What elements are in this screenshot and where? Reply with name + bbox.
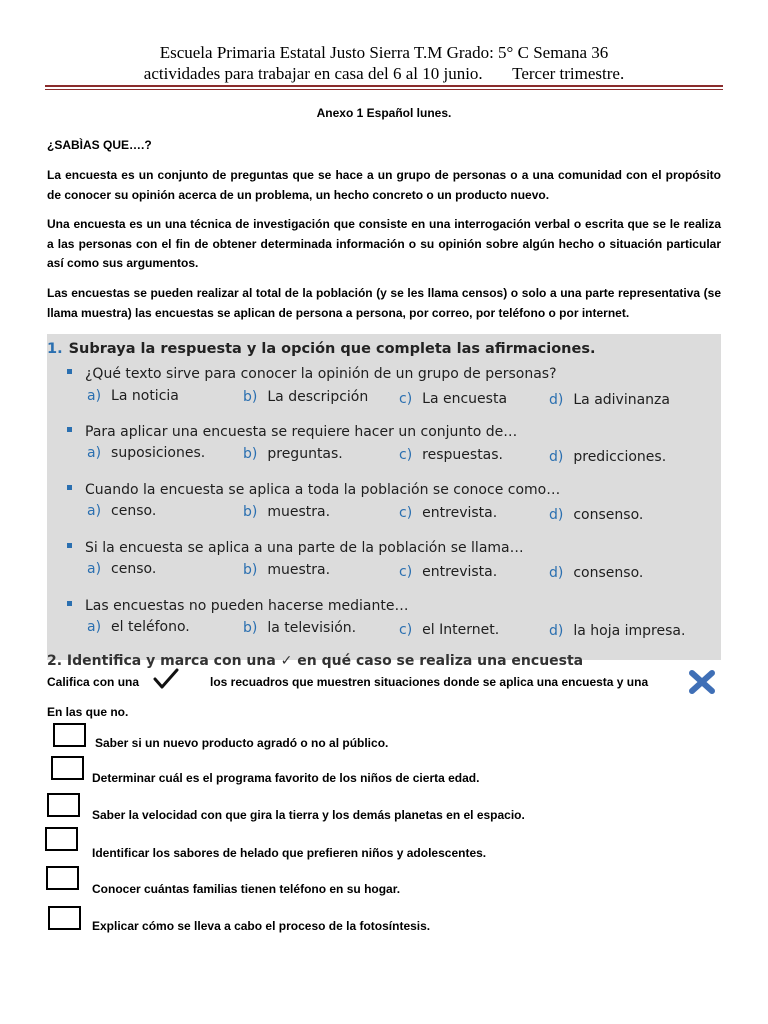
option-3b: b) muestra. [243,504,331,520]
option-3a: a) censo. [87,503,157,519]
califica-part-2: los recuadros que muestren situaciones donde se aplica una encuesta y una [210,675,649,689]
question-2: Para aplicar una encuesta se requiere hacer un conjunto de… [67,424,517,440]
item-1: Saber si un nuevo producto agradó o no al público. [95,736,389,750]
question-3: Cuando la encuesta se aplica a toda la población se conoce como… [67,482,560,498]
item-5: Conocer cuántas familias tienen teléfono en su hogar. [92,882,401,896]
cutoff-next-exercise: 2. Identifica y marca con una ✓ en qué caso se realiza una encuesta [47,653,584,669]
exercise-title-text: Subraya la respuesta y la opción que completa las afirmaciones. [68,341,596,357]
item-4: Identificar los sabores de helado que prefieren niños y adolescentes. [92,846,487,860]
header-rule-thin [45,89,723,90]
option-2c: c) respuestas. [399,447,504,463]
bullet-icon [67,601,72,606]
answer-checkbox-6[interactable] [48,906,81,930]
question-4: Si la encuesta se aplica a una parte de la población se llama… [67,540,524,556]
checkmark-icon [153,668,179,690]
bullet-icon [67,369,72,374]
option-2b: b) preguntas. [243,446,343,462]
option-4c: c) entrevista. [399,564,498,580]
answer-checkbox-5[interactable] [46,866,79,890]
question-5: Las encuestas no pueden hacerse mediante… [67,598,408,614]
header-line-1: Escuela Primaria Estatal Justo Sierra T.M Grado: 5° C Semana 36 [159,43,609,62]
califica-part-1: Califica con una [47,675,140,689]
paragraph-2: Una encuesta es un una técnica de investigación que consiste en una interrogación verbal o escrita que se le realiza a las personas con el fin de obtener determinada información o su opinión sobre algún hecho o situación particular así como sus argumentos. [47,217,721,270]
option-4a: a) censo. [87,561,157,577]
header-line-2: actividades para trabajar en casa del 6 al 10 junio. Tercer trimestre. [143,64,625,83]
exercise-image [47,334,721,669]
option-1a: a) La noticia [87,388,179,404]
question-1: ¿Qué texto sirve para conocer la opinión de un grupo de personas? [67,366,557,382]
option-3c: c) entrevista. [399,505,498,521]
option-4b: b) muestra. [243,562,331,578]
paragraph-1: La encuesta es un conjunto de preguntas que se hace a un grupo de personas o a una comunidad con el propósito de conocer su opinión acerca de un problema, un hecho concreto o un producto nuevo. [47,168,721,202]
option-5b: b) la televisión. [243,620,357,636]
annex-title: Anexo 1 Español lunes. [316,106,452,120]
cross-icon [688,669,716,695]
paragraph-3: Las encuestas se pueden realizar al total de la población (y se les llama censos) o solo a una parte representativa (se llama muestra) las encuestas se aplican de persona a persona, por correo, por teléfono o por internet. [47,286,721,320]
option-2d: d) predicciones. [549,449,667,465]
answer-checkbox-3[interactable] [47,793,80,817]
sabias-heading: ¿SABÌAS QUE….? [47,138,152,152]
option-3d: d) consenso. [549,507,644,523]
exercise-number: 1. [47,341,63,357]
option-1b: b) La descripción [243,389,369,405]
bullet-icon [67,543,72,548]
option-5c: c) el Internet. [399,622,500,638]
header-rule-thick [45,85,723,87]
option-5d: d) la hoja impresa. [549,623,686,639]
califica-part-3: En las que no. [47,705,129,719]
item-6: Explicar cómo se lleva a cabo el proceso de la fotosíntesis. [92,919,431,933]
bullet-icon [67,485,72,490]
option-4d: d) consenso. [549,565,644,581]
answer-checkbox-1[interactable] [53,723,86,747]
option-1c: c) La encuesta [399,391,508,407]
answer-checkbox-4[interactable] [45,827,78,851]
exercise-title [47,341,595,357]
option-5a: a) el teléfono. [87,619,190,635]
option-2a: a) suposiciones. [87,445,206,461]
option-1d: d) La adivinanza [549,392,670,408]
answer-checkbox-2[interactable] [51,756,84,780]
item-2: Determinar cuál es el programa favorito de los niños de cierta edad. [92,771,480,785]
bullet-icon [67,427,72,432]
item-3: Saber la velocidad con que gira la tierra y los demás planetas en el espacio. [92,808,525,822]
document-header [0,42,768,84]
